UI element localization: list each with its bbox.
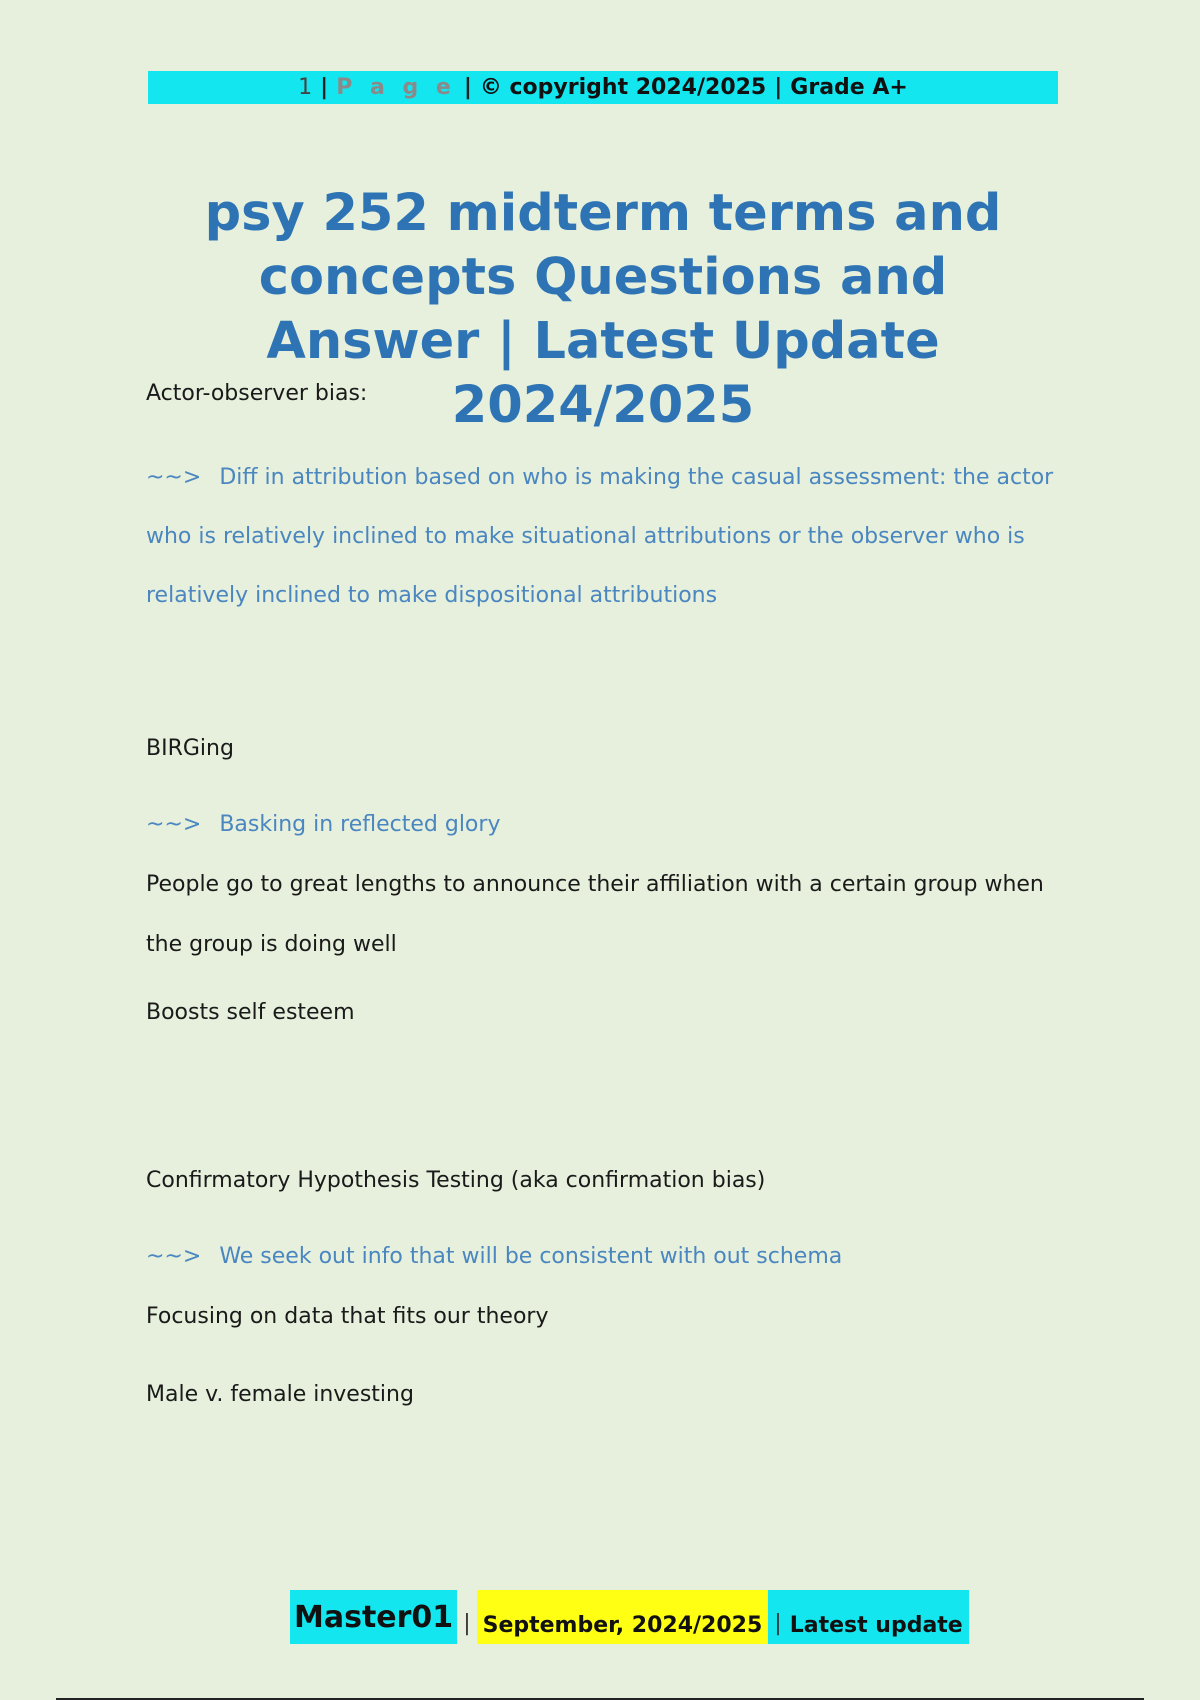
term-note: Boosts self esteem [146,1000,355,1025]
answer-text: We seek out info that will be consistent with out schema [219,1244,843,1269]
footer-date: September, 2024/2025 [477,1590,769,1644]
term-heading: Confirmatory Hypothesis Testing (aka confirmation bias) [146,1168,766,1193]
arrow-marker: ~~> [146,1244,202,1269]
term-note: Male v. female investing [146,1382,414,1407]
page-footer [290,1590,969,1644]
copyright-text: © copyright 2024/2025 [479,75,767,100]
term-answer [146,803,1066,847]
footer-separator: | [768,1590,785,1644]
answer-text: Diff in attribution based on who is making the casual assessment: the actor who is relatively inclined to make situational attributions or the observer who is relatively inclined to make dispositional attributions [146,465,1054,608]
header-separator: | [463,75,472,100]
term-answer [146,448,1066,625]
term-note: Focusing on data that fits our theory [146,1304,549,1329]
page-number: 1 [298,75,313,100]
term-heading: BIRGing [146,736,234,761]
term-answer [146,1235,1066,1279]
arrow-marker: ~~> [146,465,202,490]
term-note: People go to great lengths to announce their affiliation with a certain group when the group is doing well [146,872,1044,957]
grade-text: Grade A+ [790,75,908,100]
document-content [146,374,1066,1425]
page-word: P a g e [336,75,456,100]
document-title: psy 252 midterm terms and concepts Questions and Answer | Latest Update 2024/2025 [204,184,1002,435]
page-header-bar [148,71,1058,104]
arrow-marker: ~~> [146,812,202,837]
footer-latest-update: Latest update [786,1590,969,1644]
answer-text: Basking in reflected glory [219,812,501,837]
header-separator: | [774,75,783,100]
footer-separator: | [463,1611,471,1636]
footer-author: Master01 [290,1590,457,1644]
term-heading: Actor-observer bias: [146,381,368,406]
header-separator: | [320,75,329,100]
